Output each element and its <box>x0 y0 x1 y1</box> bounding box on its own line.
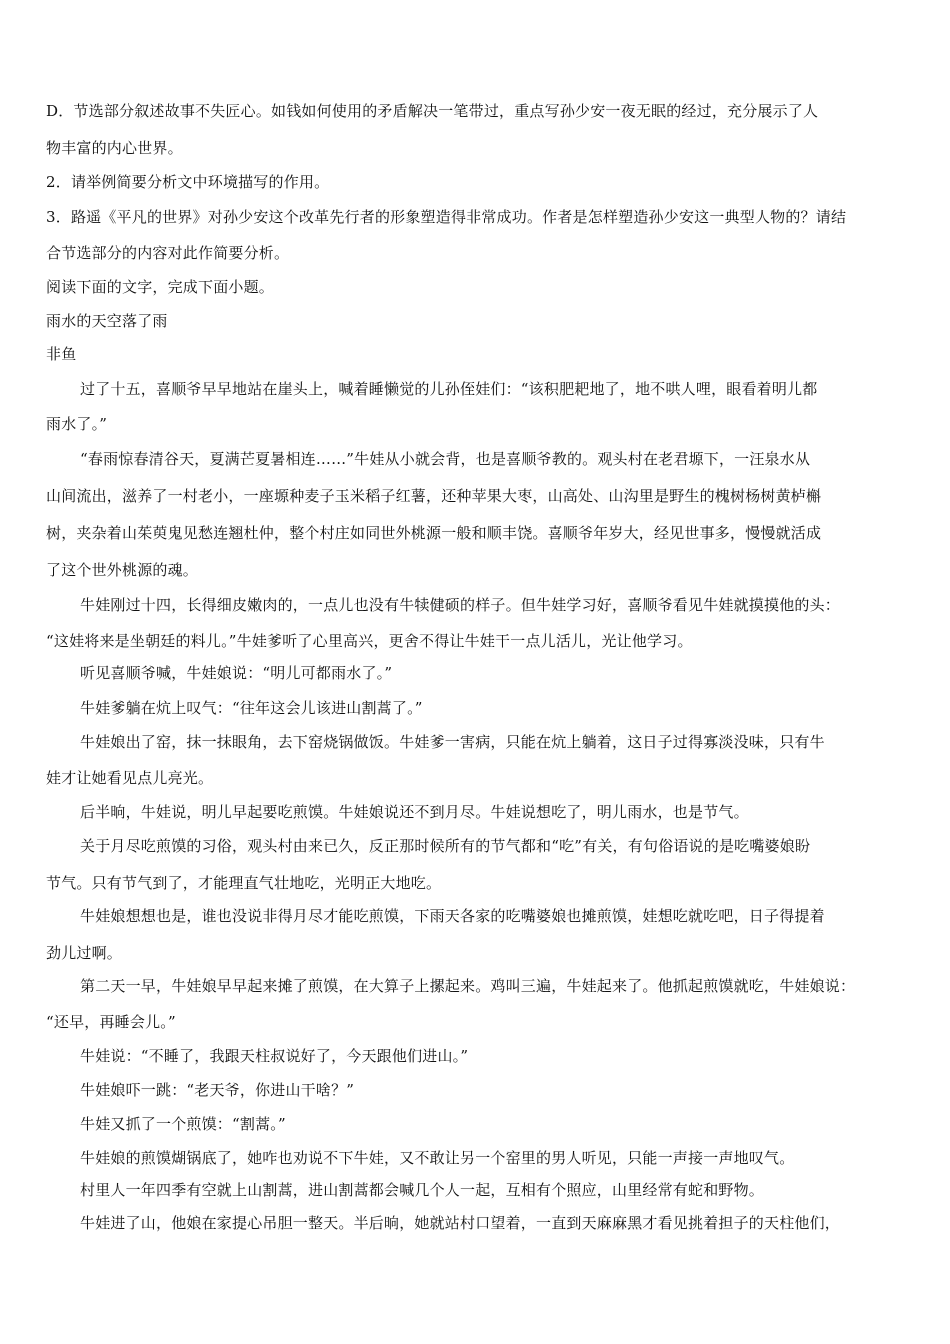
article-line: 牛娃又抓了一个煎馍：“割蒿。” <box>80 1115 286 1133</box>
article-line: 过了十五，喜顺爷早早地站在崖头上，喊着睡懒觉的儿孙侄娃们：“该积肥耙地了，地不哄人哩，眼看着明儿都 <box>80 380 818 398</box>
article-line: 娃才让她看见点儿亮光。 <box>46 769 214 787</box>
article-line: 听见喜顺爷喊，牛娃娘说：“明儿可都雨水了。” <box>80 664 393 682</box>
article-line: 牛娃娘想想也是，谁也没说非得月尽才能吃煎馍，下雨天各家的吃嘴婆娘也摊煎馍，娃想吃就吃吧，日子得提着 <box>80 907 825 925</box>
article-line: 树，夹杂着山茱萸鬼见愁连翘杜仲，整个村庄如同世外桃源一般和顺丰饶。喜顺爷年岁大，经见世事多，慢慢就活成 <box>46 524 822 542</box>
article-line: 牛娃娘吓一跳：“老天爷，你进山干啥？” <box>80 1081 355 1099</box>
article-line: 节气。只有节气到了，才能理直气壮地吃，光明正大地吃。 <box>46 874 442 892</box>
option-d-line-1: D．节选部分叙述故事不失匠心。如钱如何使用的矛盾解决一笔带过，重点写孙少安一夜无眠的经过，充分展示了人 <box>46 102 819 120</box>
article-line: 后半晌，牛娃说，明儿早起要吃煎馍。牛娃娘说还不到月尽。牛娃说想吃了，明儿雨水，也是节气。 <box>80 803 749 821</box>
article-line: 牛娃爹躺在炕上叹气：“往年这会儿该进山割蒿了。” <box>80 699 423 717</box>
article-line: 牛娃娘出了窑，抹一抹眼角，去下窑烧锅做饭。牛娃爹一害病，只能在炕上躺着，这日子过得寡淡没味，只有牛 <box>80 733 825 751</box>
question-2: 2．请举例简要分析文中环境描写的作用。 <box>46 173 330 191</box>
article-line: “这娃将来是坐朝廷的料儿。”牛娃爹听了心里高兴，更舍不得让牛娃干一点儿活儿，光让他学习。 <box>46 632 693 650</box>
article-line: 山间流出，滋养了一村老小，一座塬种麦子玉米稻子红薯，还种苹果大枣，山高处、山沟里是野生的槐树杨树黄栌槲 <box>46 487 822 505</box>
article-line: 劲儿过啊。 <box>46 944 123 962</box>
article-line: 牛娃刚过十四，长得细皮嫩肉的，一点儿也没有牛犊健硕的样子。但牛娃学习好，喜顺爷看见牛娃就摸摸他的头： <box>80 596 841 614</box>
article-line: 村里人一年四季有空就上山割蒿，进山割蒿都会喊几个人一起，互相有个照应，山里经常有蛇和野物。 <box>80 1181 765 1199</box>
article-line: 牛娃说：“不睡了，我跟天柱叔说好了，今天跟他们进山。” <box>80 1047 469 1065</box>
article-line: 第二天一早，牛娃娘早早起来摊了煎馍，在大算子上摞起来。鸡叫三遍，牛娃起来了。他抓起煎馍就吃，牛娃娘说： <box>80 977 856 995</box>
article-line: 了这个世外桃源的魂。 <box>46 561 199 579</box>
article-line: 牛娃进了山，他娘在家提心吊胆一整天。半后晌，她就站村口望着，一直到天麻麻黑才看见挑着担子的天柱他们， <box>80 1214 841 1232</box>
article-line: “春雨惊春清谷天，夏满芒夏暑相连……”牛娃从小就会背，也是喜顺爷教的。观头村在老君塬下，一汪泉水从 <box>80 450 811 468</box>
option-d-line-2: 物丰富的内心世界。 <box>46 139 183 157</box>
article-title: 雨水的天空落了雨 <box>46 312 168 330</box>
article-line: 牛娃娘的煎馍煳锅底了，她咋也劝说不下牛娃，又不敢让另一个窑里的男人听见，只能一声接一声地叹气。 <box>80 1149 795 1167</box>
article-line: “还早，再睡会儿。” <box>46 1013 176 1031</box>
article-line: 关于月尽吃煎馍的习俗，观头村由来已久，反正那时候所有的节气都和“吃”有关，有句俗语说的是吃嘴婆娘盼 <box>80 837 811 855</box>
reading-instruction: 阅读下面的文字，完成下面小题。 <box>46 278 275 296</box>
article-author: 非鱼 <box>46 345 77 363</box>
question-3-line-2: 合节选部分的内容对此作简要分析。 <box>46 244 290 262</box>
article-line: 雨水了。” <box>46 415 108 433</box>
question-3-line-1: 3．路遥《平凡的世界》对孙少安这个改革先行者的形象塑造得非常成功。作者是怎样塑造孙少安这一典型人物的？请结 <box>46 208 847 226</box>
